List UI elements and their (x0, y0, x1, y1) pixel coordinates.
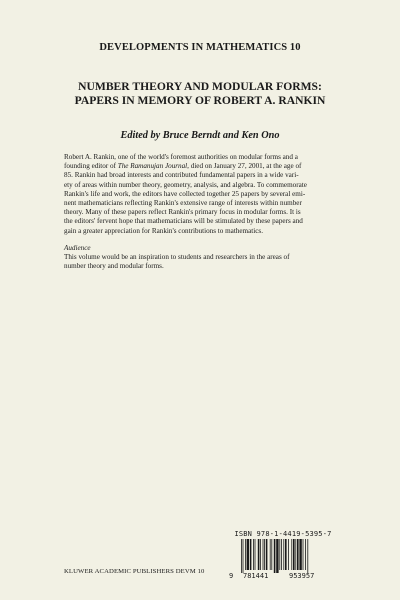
barcode-bar (291, 539, 292, 570)
barcode-bar (263, 539, 264, 570)
description-line-part: , died on January 27, 2001, at the age of (187, 162, 302, 171)
barcode-bar (288, 539, 289, 570)
description-line (64, 162, 336, 171)
description-line: Robert A. Rankin, one of the world's foremost authorities on modular forms and a (64, 153, 298, 161)
description-line: ety of areas within number theory, geometry, analysis, and algebra. To commemorate (64, 180, 307, 189)
description-line: 85. Rankin had broad interests and contributed fundamental papers in a wide vari- (64, 171, 299, 180)
barcode-bar (295, 539, 296, 570)
description-line: the editors' fervent hope that mathematicians will be stimulated by these papers and (64, 217, 303, 226)
barcode-bar (270, 539, 271, 570)
isbn-barcode (229, 530, 337, 580)
barcode-bar (293, 539, 295, 570)
barcode-bar (274, 539, 276, 573)
isbn-label: ISBN 978-1-4419-5395-7 (234, 530, 332, 538)
book-title-line-2: PAPERS IN MEMORY OF ROBERT A. RANKIN (74, 94, 326, 107)
barcode-bar (305, 539, 306, 570)
barcode-left-group: 781441 (243, 572, 269, 580)
description-paragraph (64, 153, 336, 236)
barcode-right-group: 953957 (289, 572, 315, 580)
barcode-bar (271, 539, 272, 570)
journal-name: The Ramanujan Journal (117, 162, 188, 171)
description-line: gain a greater appreciation for Rankin's contributions to mathematics. (64, 226, 263, 235)
audience-line: number theory and modular forms. (64, 262, 164, 271)
series-title: DEVELOPMENTS IN MATHEMATICS 10 (99, 42, 301, 53)
barcode-bar (253, 539, 254, 570)
audience-heading: Audience (64, 243, 91, 252)
audience-paragraph (64, 253, 336, 271)
barcode-bar (264, 539, 265, 570)
barcode-bar (283, 539, 284, 570)
editors-credit: Edited by Bruce Berndt and Ken Ono (120, 130, 280, 141)
barcode-bar (281, 539, 282, 570)
barcode-bar (279, 539, 280, 570)
barcode-bar (245, 539, 246, 570)
barcode-bar (250, 539, 252, 570)
barcode-bar (285, 539, 287, 570)
barcode-bar (255, 539, 256, 570)
description-line: theory. Many of these papers reflect Rankin's primary focus in modular forms. It is (64, 208, 301, 217)
barcode-bar (266, 539, 268, 570)
barcode-bar (243, 539, 244, 573)
barcode-bar (258, 539, 260, 570)
description-line: nent mathematicians reflecting Rankin's extensive range of interests within number (64, 199, 302, 208)
barcode-bar (299, 539, 301, 570)
description-line-part: founding editor of (64, 162, 118, 171)
publisher-line: KLUWER ACADEMIC PUBLISHERS DEVM 10 (64, 568, 205, 575)
description-block (64, 153, 336, 271)
barcode-bar (307, 539, 308, 573)
audience-line: This volume would be an inspiration to students and researchers in the areas of (64, 253, 290, 262)
barcode-bar (247, 539, 249, 570)
barcode-first-digit: 9 (229, 572, 234, 580)
barcode-bars (233, 539, 333, 573)
barcode-bar (297, 539, 299, 570)
barcode-bar (260, 539, 261, 570)
barcode-bar (241, 539, 242, 573)
barcode-bar (303, 539, 304, 570)
book-title (0, 80, 400, 108)
book-title-line-1: NUMBER THEORY AND MODULAR FORMS: (78, 80, 322, 93)
barcode-bar (276, 539, 278, 573)
description-line: Rankin's life and work, the editors have collected together 25 papers by several emi- (64, 189, 306, 198)
